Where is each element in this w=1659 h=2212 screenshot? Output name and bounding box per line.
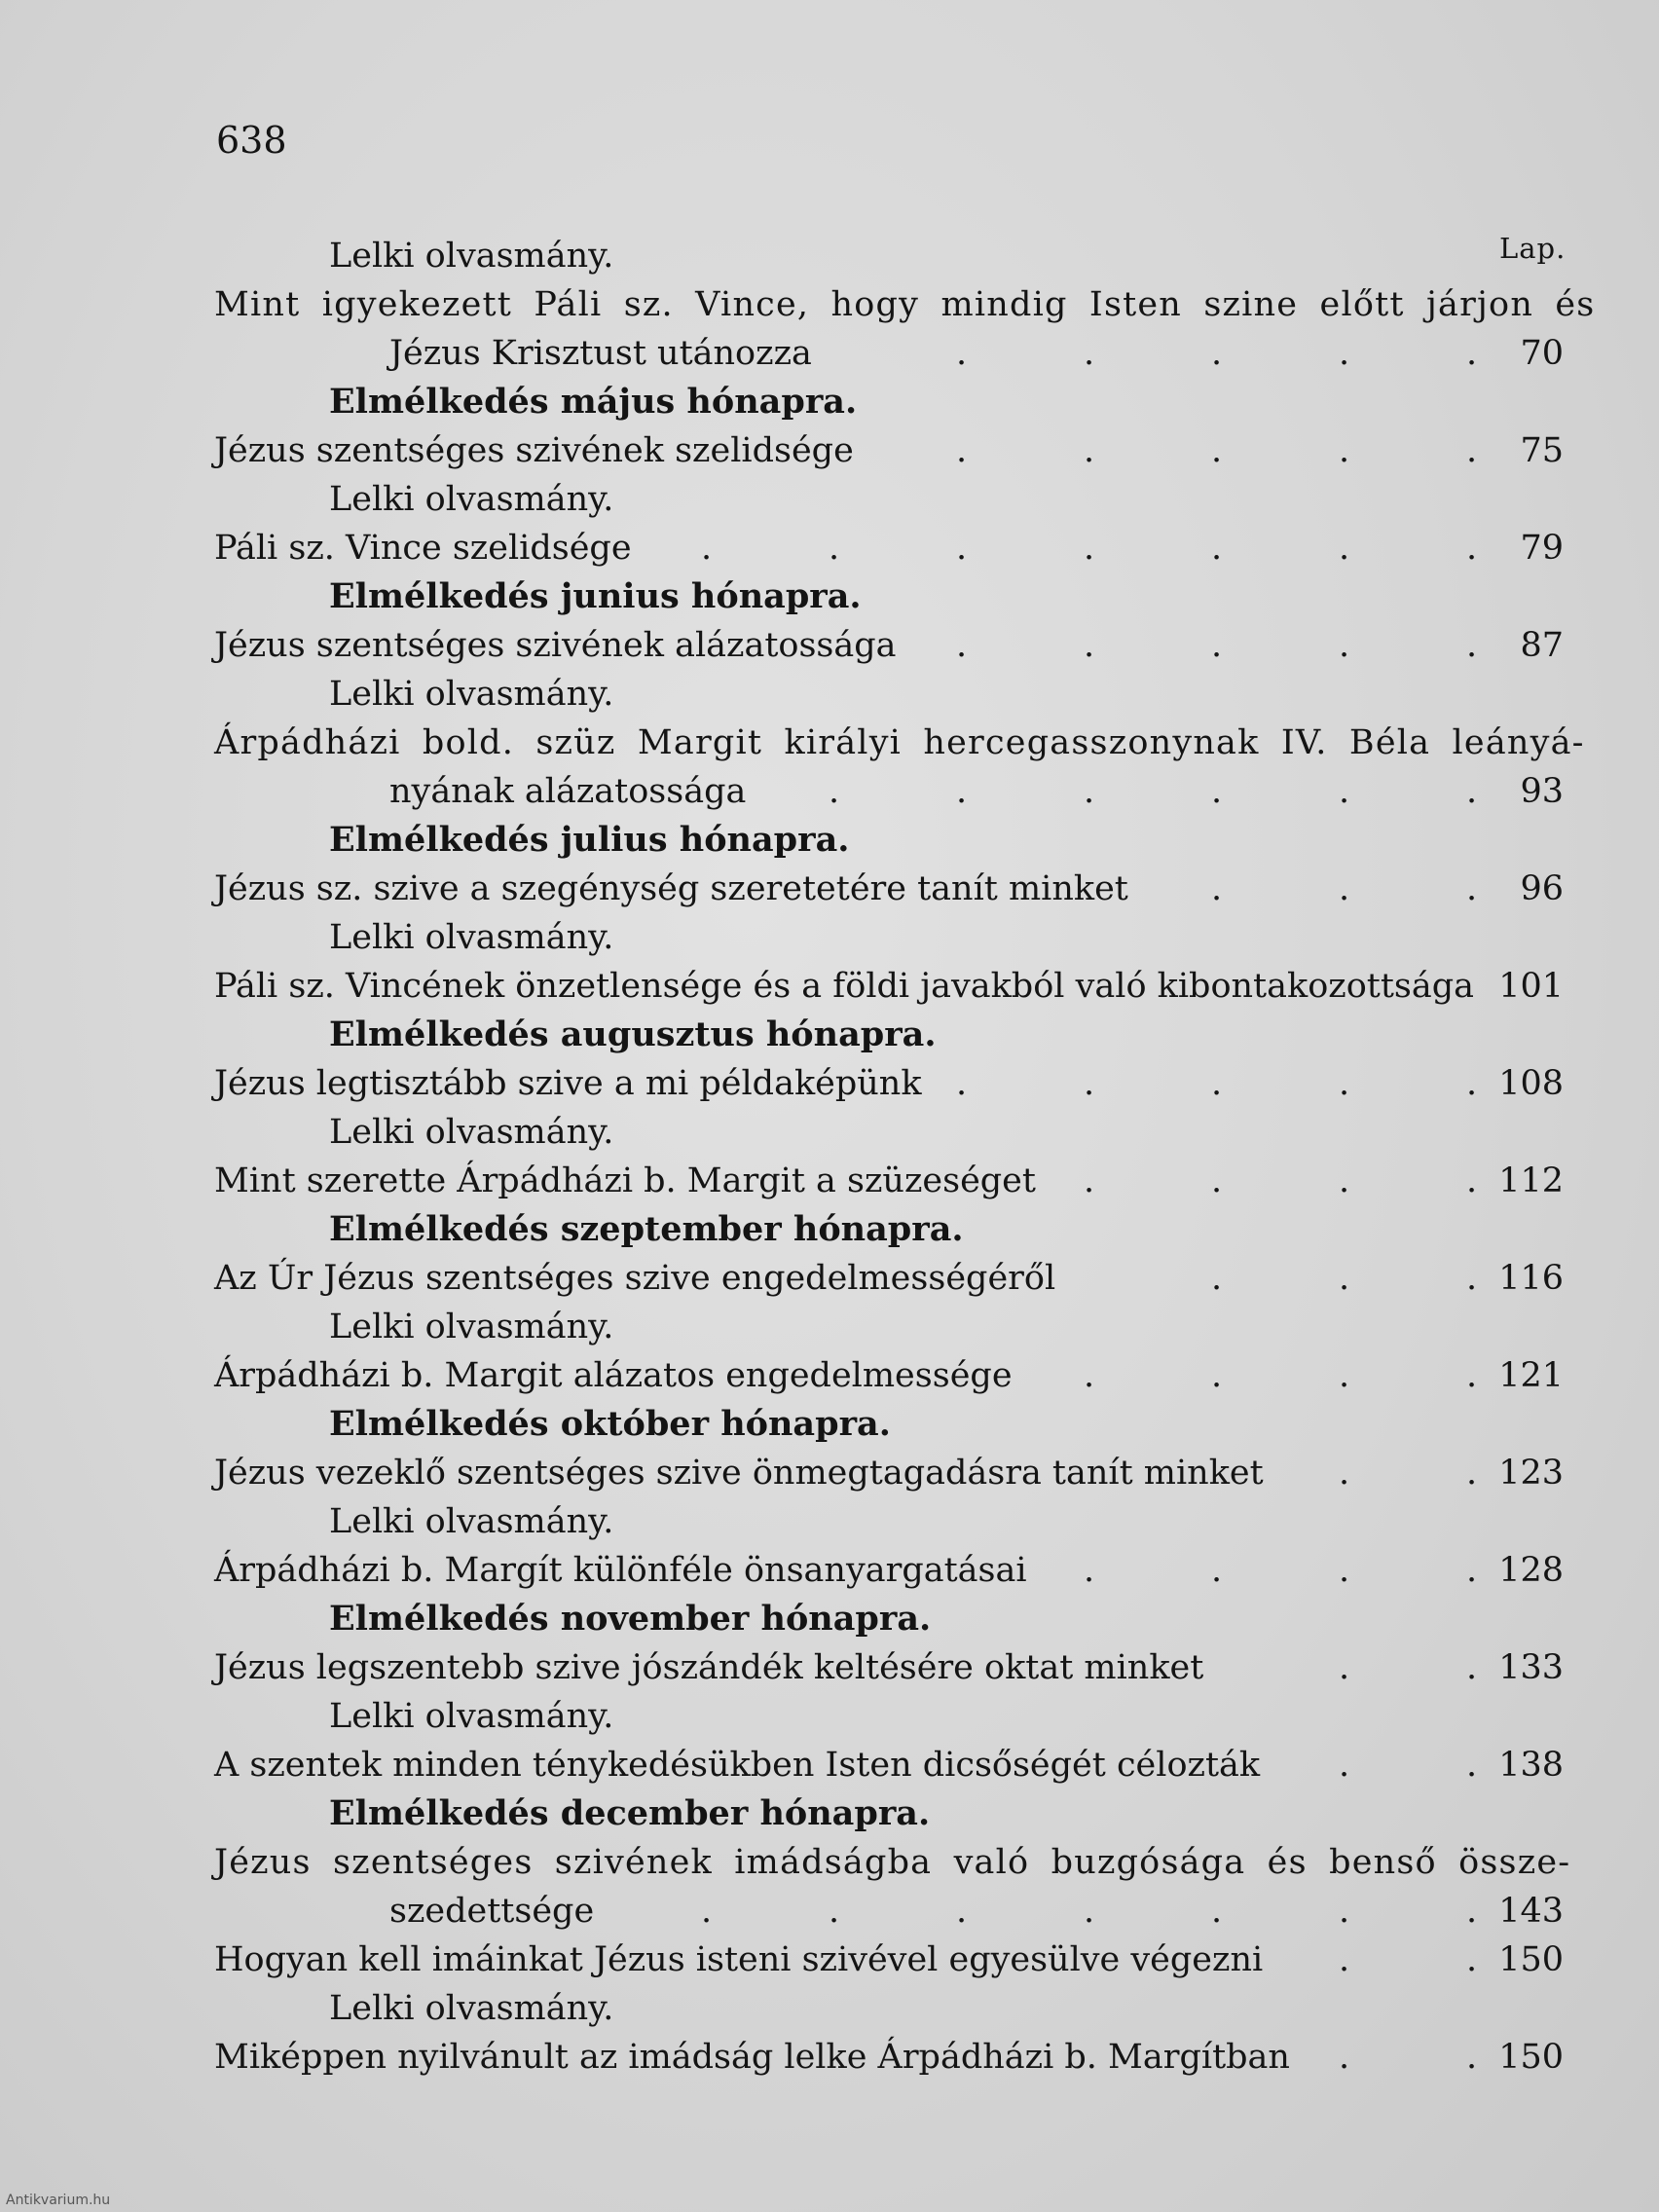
toc-entry (214, 719, 1585, 767)
toc-entry (214, 426, 1564, 475)
entry-title: Elmélkedés május hónapra. (329, 382, 858, 422)
watermark: Antikvarium.hu (6, 2193, 111, 2208)
page-column-label: Lap. (1499, 232, 1567, 265)
entry-title: Lelki olvasmány. (329, 480, 614, 519)
entry-title: Lelki olvasmány. (329, 1989, 614, 2028)
page-reference: 143 (1498, 1892, 1564, 1931)
entry-title: Elmélkedés augusztus hónapra. (329, 1014, 937, 1054)
subsection-label (214, 475, 1564, 524)
page-reference: 128 (1498, 1551, 1564, 1590)
subsection-label (214, 1497, 1564, 1546)
entry-title: Lelki olvasmány. (329, 918, 614, 957)
entry-title: Jézus legtisztább szive a mi példaképünk (214, 1064, 922, 1103)
toc-entry (214, 329, 1564, 378)
toc-entry (214, 1059, 1564, 1108)
toc-entry (214, 1887, 1564, 1936)
page-reference: 150 (1498, 2038, 1564, 2077)
dot-leader: . . . . (1084, 1356, 1478, 1395)
toc-entry (214, 1546, 1564, 1595)
dot-leader: . . . . . (956, 334, 1478, 373)
dot-leader: . . . . . (956, 626, 1478, 665)
subsection-label (214, 1984, 1564, 2033)
entry-title: Jézus szentséges szivének imádságba való buzgósága és benső össze- (214, 1843, 1571, 1882)
entry-title: Páli sz. Vince szelidsége (214, 529, 632, 568)
entry-title: Jézus szentséges szivének szelidsége (214, 431, 854, 470)
section-heading (214, 1011, 1564, 1059)
entry-title: Lelki olvasmány. (329, 675, 614, 714)
page-reference: 150 (1498, 1940, 1564, 1979)
toc-entry (214, 1254, 1564, 1303)
toc-entry (214, 1936, 1564, 1984)
page-reference: 75 (1520, 431, 1564, 470)
page-reference: 116 (1498, 1259, 1564, 1298)
entry-title: Jézus sz. szive a szegénység szeretetére tanít minket (214, 869, 1128, 908)
section-heading (214, 572, 1564, 621)
dot-leader: . . . . . . . (701, 1892, 1478, 1931)
entry-title: Elmélkedés julius hónapra. (329, 820, 850, 860)
page-reference: 87 (1520, 626, 1564, 665)
toc-entry (214, 767, 1564, 816)
entry-title: Elmélkedés november hónapra. (329, 1599, 932, 1639)
page-reference: 93 (1520, 772, 1564, 811)
page-reference: 108 (1498, 1064, 1564, 1103)
entry-title: Mint igyekezett Páli sz. Vince, hogy mindig Isten szine előtt járjon és (214, 285, 1596, 324)
entry-title: Páli sz. Vincének önzetlensége és a földi javakból való kibontakozottsága (214, 967, 1475, 1006)
entry-title: Árpádházi b. Margít különféle önsanyargatásai (214, 1551, 1027, 1590)
dot-leader: . . (1339, 2038, 1478, 2077)
page-reference: 70 (1520, 334, 1564, 373)
toc-entry (214, 1449, 1564, 1497)
dot-leader: . . . . . . (829, 772, 1478, 811)
entry-title: Elmélkedés október hónapra. (329, 1404, 891, 1444)
section-heading (214, 1400, 1564, 1449)
toc-entry (214, 1838, 1571, 1887)
page-reference: 112 (1498, 1161, 1564, 1200)
toc-entry (214, 865, 1564, 913)
dot-leader: . . . . . (956, 1064, 1478, 1103)
dot-leader: . . (1339, 1648, 1478, 1687)
toc-entry (214, 1741, 1564, 1789)
dot-leader: . . . (1211, 869, 1478, 908)
entry-title: Jézus vezeklő szentséges szive önmegtagadásra tanít minket (214, 1454, 1264, 1493)
dot-leader: . . (1339, 1940, 1478, 1979)
entry-title: Az Úr Jézus szentséges szive engedelmességéről (214, 1259, 1056, 1298)
subsection-label (214, 670, 1564, 719)
page-reference: 79 (1520, 529, 1564, 568)
entry-title: Lelki olvasmány. (329, 1113, 614, 1152)
entry-title: Jézus Krisztust utánozza (389, 334, 812, 373)
entry-title: Lelki olvasmány. (329, 1502, 614, 1541)
toc-entry (214, 621, 1564, 670)
toc-entry (214, 962, 1564, 1011)
entry-title: nyának alázatossága (389, 772, 747, 811)
section-heading (214, 1595, 1564, 1643)
toc-entry (214, 524, 1564, 572)
section-heading (214, 1789, 1564, 1838)
dot-leader: . . . (1211, 1259, 1478, 1298)
section-heading (214, 378, 1564, 426)
entry-title: Miképpen nyilvánult az imádság lelke Árpádházi b. Margítban (214, 2038, 1290, 2077)
entry-title: Hogyan kell imáinkat Jézus isteni szivével egyesülve végezni (214, 1940, 1264, 1979)
toc-entry (214, 1157, 1564, 1205)
subsection-label (214, 1108, 1564, 1157)
dot-leader: . . (1339, 1746, 1478, 1785)
page-reference: 123 (1498, 1454, 1564, 1493)
entry-title: Lelki olvasmány. (329, 237, 614, 276)
toc-entry (214, 1351, 1564, 1400)
dot-leader: . . . . (1084, 1551, 1478, 1590)
page-number: 638 (216, 119, 287, 162)
entry-title: Lelki olvasmány. (329, 1697, 614, 1736)
page-reference: 121 (1498, 1356, 1564, 1395)
entry-title: Árpádházi bold. szüz Margit királyi hercegasszonynak IV. Béla leányá- (214, 723, 1585, 762)
dot-leader: . . . . . (956, 431, 1478, 470)
entry-title: szedettsége (389, 1892, 595, 1931)
dot-leader: . . . . . . . (701, 529, 1478, 568)
page-reference: 96 (1520, 869, 1564, 908)
page-reference: 138 (1498, 1746, 1564, 1785)
table-of-contents (214, 232, 1596, 2082)
toc-entry (214, 2033, 1564, 2082)
entry-title: Árpádházi b. Margit alázatos engedelmessége (214, 1356, 1013, 1395)
subsection-label (214, 1303, 1564, 1351)
entry-title: Lelki olvasmány. (329, 1308, 614, 1346)
entry-title: Elmélkedés junius hónapra. (329, 576, 862, 616)
subsection-label (214, 913, 1564, 962)
toc-entry (214, 1643, 1564, 1692)
subsection-label (214, 1692, 1564, 1741)
entry-title: Mint szerette Árpádházi b. Margit a szüzeséget (214, 1161, 1036, 1200)
entry-title: Jézus legszentebb szive jószándék keltésére oktat minket (214, 1648, 1204, 1687)
toc-entry (214, 280, 1596, 329)
entry-title: A szentek minden ténykedésükben Isten dicsőségét célozták (214, 1746, 1261, 1785)
entry-title: Elmélkedés december hónapra. (329, 1793, 931, 1833)
page-reference: 101 (1498, 967, 1564, 1006)
dot-leader: . . (1339, 1454, 1478, 1493)
section-heading (214, 816, 1564, 865)
page-reference: 133 (1498, 1648, 1564, 1687)
dot-leader: . . . . (1084, 1161, 1478, 1200)
entry-title: Jézus szentséges szivének alázatossága (214, 626, 897, 665)
entry-title: Elmélkedés szeptember hónapra. (329, 1209, 964, 1249)
subsection-label (214, 232, 1567, 280)
section-heading (214, 1205, 1564, 1254)
